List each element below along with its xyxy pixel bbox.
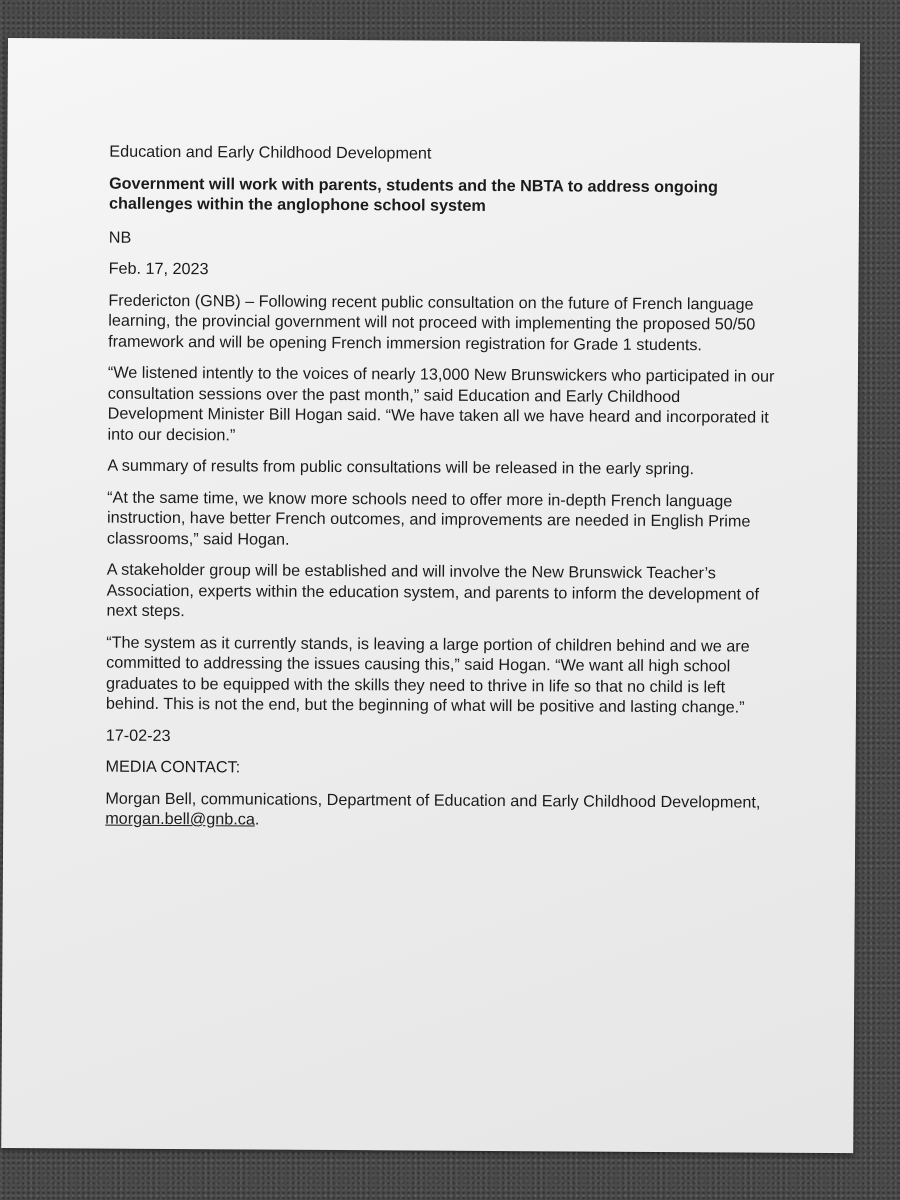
media-contact-label: MEDIA CONTACT: bbox=[105, 757, 241, 777]
headline: Government will work with parents, students and the NBTA to address ongoing challenges within the anglophone school system bbox=[108, 174, 719, 215]
department-name: Education and Early Childhood Development bbox=[109, 142, 432, 163]
release-code: 17-02-23 bbox=[105, 726, 171, 745]
media-contact bbox=[105, 788, 775, 833]
release-date: Feb. 17, 2023 bbox=[108, 259, 209, 279]
paragraph-quote-1: “We listened intently to the voices of nearly 13,000 New Brunswickers who participated in our consultation sessions over the past month,” said Education and Early Childhood Development Minister Bill Hogan said. “We have taken all we have heard and incorporated it into our decision.” bbox=[107, 363, 775, 444]
paragraph-quote-2: “At the same time, we know more schools need to offer more in-depth French language instruction, have better French outcomes, and improvements are needed in English Prime classrooms,” said Hogan. bbox=[106, 488, 751, 549]
contact-email-link[interactable]: morgan.bell@gnb.ca bbox=[105, 809, 255, 829]
region: NB bbox=[108, 228, 132, 247]
contact-end: . bbox=[254, 810, 260, 829]
paragraph-quote-3: “The system as it currently stands, is leaving a large portion of children behind and we are committed to addressing the issues causing this,” said Hogan. “We want all high school graduates to be equipped with the skills they need to thrive in life so that no child is left behind. This is not the end, but the beginning of what will be positive and lasting change.” bbox=[105, 633, 750, 717]
paper-sheet bbox=[1, 38, 860, 1153]
paragraph-intro: Fredericton (GNB) – Following recent public consultation on the future of French language learning, the provincial government will not proceed with implementing the proposed 50/50 framework and will be opening French immersion registration for Grade 1 students. bbox=[108, 291, 756, 354]
paragraph-summary: A summary of results from public consultations will be released in the early spring. bbox=[107, 456, 695, 479]
contact-text: Morgan Bell, communications, Department of Education and Early Childhood Development, bbox=[105, 789, 761, 812]
paragraph-stakeholder: A stakeholder group will be established and will involve the New Brunswick Teacher’s Association, experts within the education system, and parents to inform the development of next steps. bbox=[106, 560, 760, 621]
press-release bbox=[105, 142, 779, 845]
